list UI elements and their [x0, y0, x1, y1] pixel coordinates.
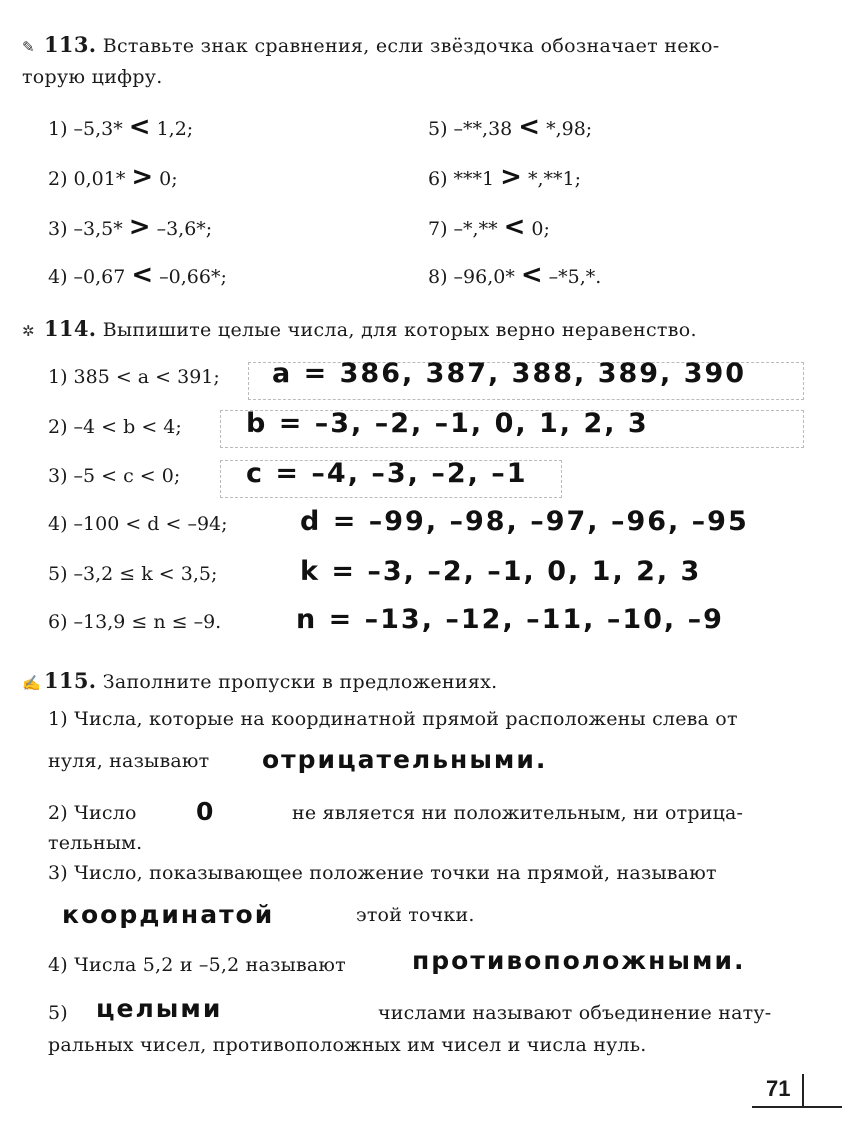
sentence-4-answer: противоположными. — [412, 946, 746, 975]
item-right: 1,2; — [156, 118, 194, 140]
task-114-text: Выпишите целые числа, для которых верно неравенство. — [96, 319, 697, 341]
item-label: 7) –*,** — [428, 218, 498, 240]
task-114-answer-2: b = –3, –2, –1, 0, 1, 2, 3 — [246, 408, 649, 439]
task-114-item-5: 5) –3,2 ≤ k < 3,5; — [48, 563, 218, 585]
handwritten-sign: > — [128, 212, 151, 242]
task-114-item-4: 4) –100 < d < –94; — [48, 513, 228, 535]
sentence-3-end: этой точки. — [356, 904, 475, 926]
handwritten-sign: > — [500, 162, 522, 192]
task-113-item-8 — [428, 260, 601, 290]
sentence-3-answer: координатой — [62, 900, 275, 929]
task-113-number: 113. — [44, 32, 97, 57]
sentence-4-start: 4) Числа 5,2 и –5,2 называют — [48, 954, 346, 976]
handwritten-sign: < — [518, 112, 541, 142]
task-114-item-2: 2) –4 < b < 4; — [48, 416, 182, 438]
gear-icon: ✲ — [22, 322, 35, 340]
sentence-5-line2: ральных чисел, противоположных им чисел и числа нуль. — [48, 1034, 647, 1056]
task-114-answer-3: c = –4, –3, –2, –1 — [246, 458, 528, 489]
task-114-heading — [22, 314, 812, 346]
task-115-heading — [22, 666, 812, 698]
task-113-text-line1: Вставьте знак сравнения, если звёздочка обозначает неко- — [96, 35, 720, 57]
task-114-answer-4: d = –99, –98, –97, –96, –95 — [300, 506, 749, 537]
sentence-1-answer: отрицательными. — [262, 745, 548, 774]
handwritten-sign: > — [131, 162, 154, 192]
task-113-item-5 — [428, 112, 592, 142]
item-right: –0,66*; — [159, 266, 227, 288]
item-label: 8) –96,0* — [428, 266, 515, 288]
item-label: 6) ***1 — [428, 168, 495, 190]
item-right: 0; — [531, 218, 550, 240]
task-113-heading — [22, 30, 812, 92]
task-114-answer-5: k = –3, –2, –1, 0, 1, 2, 3 — [300, 556, 702, 587]
item-label: 5) –**,38 — [428, 118, 513, 140]
item-label: 3) –3,5* — [48, 218, 123, 240]
task-113-item-1 — [48, 112, 193, 142]
task-114-item-3: 3) –5 < c < 0; — [48, 465, 181, 487]
handwritten-sign: < — [131, 260, 154, 290]
page-number: 71 — [766, 1076, 791, 1101]
task-114-answer-1: a = 386, 387, 388, 389, 390 — [272, 358, 747, 389]
item-right: –3,6*; — [156, 218, 213, 240]
task-115-text: Заполните пропуски в предложениях. — [96, 671, 498, 693]
task-113-item-3 — [48, 212, 212, 242]
task-114-item-1: 1) 385 < a < 391; — [48, 366, 220, 388]
item-label: 2) 0,01* — [48, 168, 126, 190]
pencil-icon: ✎ — [22, 38, 35, 56]
sentence-2-answer: 0 — [196, 797, 216, 826]
task-115-number: 115. — [44, 668, 97, 693]
item-label: 1) –5,3* — [48, 118, 123, 140]
task-113-item-7 — [428, 212, 550, 242]
item-right: 0; — [159, 168, 178, 190]
handwritten-sign: < — [520, 260, 543, 290]
task-113-item-2 — [48, 162, 178, 192]
item-right: –*5,*. — [548, 266, 602, 288]
pen-icon: ✍ — [22, 674, 41, 692]
sentence-2-end: не является ни положительным, ни отрица- — [292, 802, 744, 824]
item-right: *,98; — [546, 118, 593, 140]
sentence-5-end: числами называют объединение нату- — [378, 1002, 772, 1024]
page-number-underline — [752, 1106, 842, 1108]
task-114-item-6: 6) –13,9 ≤ n ≤ –9. — [48, 611, 222, 633]
sentence-2-line2: тельным. — [48, 832, 143, 854]
item-right: *,**1; — [527, 168, 581, 190]
sentence-5-answer: целыми — [96, 994, 223, 1023]
sentence-1-line1: 1) Числа, которые на координатной прямой расположены слева от — [48, 708, 738, 730]
handwritten-sign: < — [128, 112, 151, 142]
sentence-1-line2: нуля, называют — [48, 750, 210, 772]
task-113-item-4 — [48, 260, 227, 290]
task-114-number: 114. — [44, 316, 97, 341]
task-113-text-line2: торую цифру. — [22, 66, 163, 88]
sentence-3-line1: 3) Число, показывающее положение точки на прямой, называют — [48, 862, 717, 884]
sentence-5-start: 5) — [48, 1002, 68, 1024]
task-113-item-6 — [428, 162, 581, 192]
task-114-answer-6: n = –13, –12, –11, –10, –9 — [296, 604, 724, 635]
sentence-2-start: 2) Число — [48, 802, 137, 824]
handwritten-sign: < — [503, 212, 526, 242]
page-number-divider — [802, 1074, 804, 1108]
item-label: 4) –0,67 — [48, 266, 126, 288]
